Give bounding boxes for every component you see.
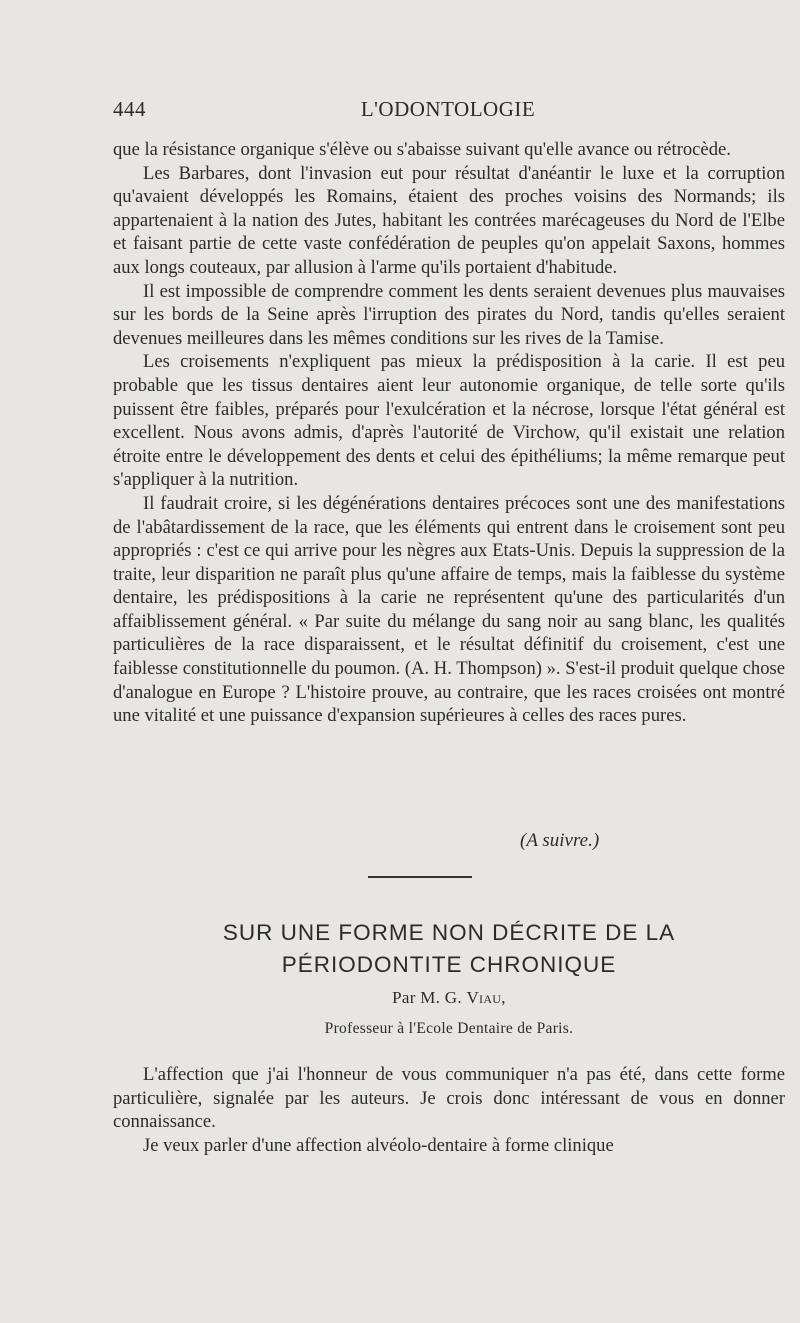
continued-article-text [113,138,785,728]
byline [113,988,785,1008]
paragraph: que la résistance organique s'élève ou s'abaisse suivant qu'elle avance ou rétrocède. [113,139,731,160]
paragraph: Les Barbares, dont l'invasion eut pour résultat d'anéantir le luxe et la corruption qu'avaient développés les Romains, étaient des proches voisins des Normands; ils appartenaient à la nation des Jutes, habitant les contrées marécageuses du Nord de l'Elbe et faisant partie de cette vaste confédération de peuples qu'on appelait Saxons, hommes aux longs couteaux, par allusion à l'arme qu'ils portaient d'habitude. [113,162,785,278]
paragraph: L'affection que j'ai l'honneur de vous communiquer n'a pas été, dans cette forme particulière, signalée par les auteurs. Je crois donc intéressant de vous en donner connaissance. [113,1064,785,1133]
paragraph: Il faudrait croire, si les dégénérations dentaires précoces sont une des manifestations de l'abâtardissement de la race, que les éléments qui entrent dans le croisement sont peu appropriés : c'est ce qui arrive pour les nègres aux Etats-Unis. Depuis la suppression de la traite, leur disparition ne paraît plus qu'une affaire de temps, mais la faiblesse du système dentaire, les prédispositions à la carie ne représentent qu'une des particularités d'un affaiblissement général. « Par suite du mélange du sang noir au sang blanc, les qualités particulières de la race disparaissent, et le résultat définitif du croisement, c'est une faiblesse constitutionnelle du poumon. (A. H. Thompson) ». S'est-il produit quelque chose d'analogue en Europe ? L'histoire prouve, au contraire, que les races croisées ont montré une vitalité et une puissance d'expansion supérieures à celles des races pures. [113,492,785,727]
page-number: 444 [113,97,146,121]
to-be-continued-note: (A suivre.) [520,830,600,851]
author-affiliation: Professeur à l'Ecole Dentaire de Paris. [324,1020,574,1037]
running-head [113,97,783,127]
author-surname: Viau [466,988,502,1007]
journal-title: L'ODONTOLOGIE [360,97,536,121]
paragraph: Les croisements n'expliquent pas mieux la prédisposition à la carie. Il est peu probable que les tissus dentaires aient leur autonomie organique, de telle sorte qu'ils puissent être faibles, préparés pour l'exulcération et la nécrose, lorsque l'état général est excellent. Nous avons admis, d'après l'autorité de Virchow, qu'il existait une relation étroite entre le développement des dents et celui des épithéliums; la même remarque peut s'appliquer à la nutrition. [113,351,785,491]
byline-suffix: , [501,988,506,1007]
paragraph: Il est impossible de comprendre comment les dents seraient devenues plus mauvaises sur les bords de la Seine après l'irruption des pirates du Nord, tandis qu'elles seraient devenues meilleures dans les mêmes conditions sur les rives de la Tamise. [113,280,785,349]
paragraph: Je veux parler d'une affection alvéolo-dentaire à forme clinique [143,1134,614,1156]
byline-prefix: Par M. G. [392,988,467,1007]
section-divider [368,876,472,878]
article-title-line-2: PÉRIODONTITE CHRONIQUE [281,952,617,977]
new-article-text [113,1063,785,1157]
article-title-line-1: SUR UNE FORME NON DÉCRITE DE LA [222,920,676,945]
